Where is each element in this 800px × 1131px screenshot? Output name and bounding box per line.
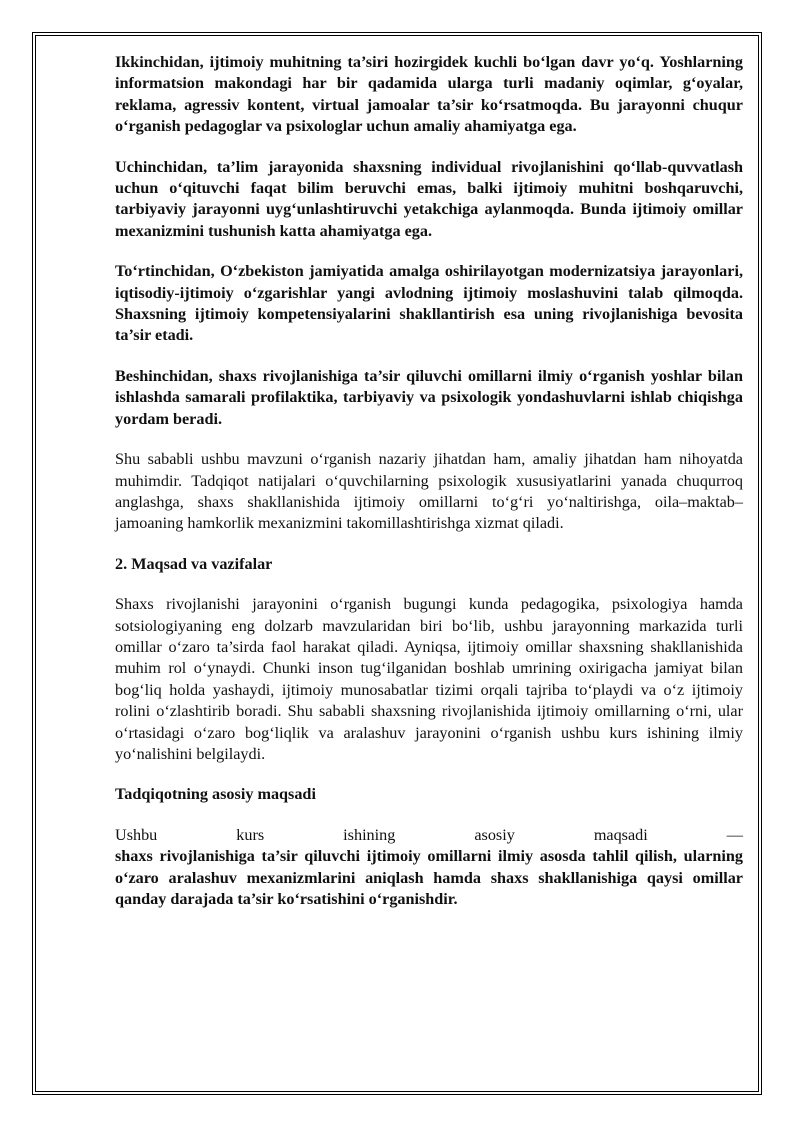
lead-word: ishining	[343, 825, 396, 844]
goal-lead-line	[115, 825, 743, 846]
subheading-main-goal: Tadqiqotning asosiy maqsadi	[115, 785, 316, 804]
paragraph-fifth-reason: Beshinchidan, shaxs rivojlanishiga ta’sir qiluvchi omillarni ilmiy o‘rganish yoshlar bilan ishlashda samarali profilaktika, tarbiyaviy va psixologik yondashuvlarni ishlab chiqishga yordam beradi.	[115, 366, 743, 428]
paragraph-goal-statement: shaxs rivojlanishiga ta’sir qiluvchi ijtimoiy omillarni ilmiy asosda tahlil qilish, ularning o‘zaro aralashuv mexanizmlarini aniqlash hamda shaxs shakllanishiga qaysi omillar qanday darajada ta’sir ko‘rsatishini o‘rganishdir.	[115, 847, 743, 908]
lead-word: Ushbu	[115, 825, 158, 844]
section-heading: 2. Maqsad va vazifalar	[115, 554, 273, 573]
lead-word: —	[726, 825, 743, 844]
document-body	[115, 52, 743, 929]
paragraph-third-reason: Uchinchidan, ta’lim jarayonida shaxsning individual rivojlanishini qo‘llab-quvvatlash uchun o‘qituvchi faqat bilim beruvchi emas, balki ijtimoiy muhitni boshqaruvchi, tarbiyaviy jarayonni uyg‘unlashtiruvchi yetakchiga aylanmoqda. Bunda ijtimoiy omillar mexanizmini tushunish katta ahamiyatga ega.	[115, 157, 743, 240]
paragraph-fourth-reason: To‘rtinchidan, O‘zbekiston jamiyatida amalga oshirilayotgan modernizatsiya jarayonlari, iqtisodiy-ijtimoiy o‘zgarishlar yangi avlodning ijtimoiy moslashuvini talab qilmoqda. Shaxsning ijtimoiy kompetensiyalarini shakllantirish esa uning rivojlanishiga bevosita ta’sir etadi.	[115, 262, 743, 345]
paragraph-second-reason: Ikkinchidan, ijtimoiy muhitning ta’siri hozirgidek kuchli bo‘lgan davr yo‘q. Yoshlarning informatsion makondagi har bir qadamida ularga turli madaniy oqimlar, g‘oyalar, reklama, agressiv kontent, virtual jamoalar ta’sir ko‘rsatmoqda. Bu jarayonni chuqur o‘rganish pedagoglar va psixologlar uchun amaliy ahamiyatga ega.	[115, 53, 743, 136]
paragraph-introduction: Shaxs rivojlanishi jarayonini o‘rganish bugungi kunda pedagogika, psixologiya hamda sotsiologiyaning eng dolzarb mavzularidan biri bo‘lib, ushbu jarayonning markazida turli omillar o‘zaro ta’sirda faol harakat qiladi. Ayniqsa, ijtimoiy omillar shaxsning shakllanishida muhim rol o‘ynaydi. Chunki inson tug‘ilganidan boshlab umrining oxirigacha jamiyat bilan bog‘liq holda yashaydi, ijtimoiy munosabatlar tizimi orqali tajriba to‘playdi va o‘z ijtimoiy rolini o‘zlashtirib boradi. Shu sababli shaxsning rivojlanishida ijtimoiy omillarning o‘rni, ular o‘rtasidagi o‘zaro bog‘liqlik va aralashuv jarayonini o‘rganish ushbu kurs ishining ilmiy yo‘nalishini belgilaydi.	[115, 595, 743, 763]
lead-word: maqsadi	[593, 825, 648, 844]
lead-word: asosiy	[474, 825, 515, 844]
paragraph-importance: Shu sababli ushbu mavzuni o‘rganish nazariy jihatdan ham, amaliy jihatdan ham nihoyatda muhimdir. Tadqiqot natijalari o‘quvchilarning psixologik xususiyatlarini yanada chuqurroq anglashga, shaxs shakllanishida ijtimoiy omillarni to‘g‘ri yo‘naltirishga, oila–maktab–jamoaning hamkorlik mexanizmini takomillashtirishga xizmat qiladi.	[115, 450, 743, 533]
lead-word: kurs	[236, 825, 265, 844]
